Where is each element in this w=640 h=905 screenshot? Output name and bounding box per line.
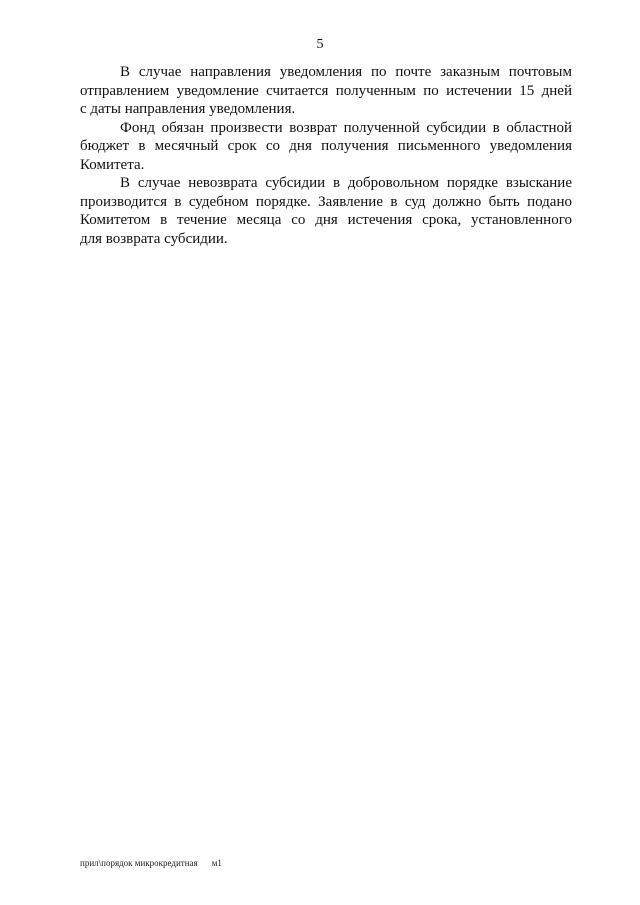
page-number: 5 bbox=[316, 37, 324, 52]
text-line: Фонд обязан произвести возврат полученной субсидии в областной bbox=[120, 119, 572, 136]
footer-path: прил\порядок микрокредитная bbox=[80, 858, 198, 868]
text-line: бюджет в месячный срок со дня получения письменного уведомления bbox=[80, 138, 572, 154]
text-line: В случае направления уведомления по почте заказным почтовым bbox=[120, 64, 572, 80]
footer-code: м1 bbox=[211, 858, 222, 868]
document-body bbox=[80, 63, 572, 248]
paragraph-postal-notice bbox=[80, 63, 572, 119]
text-line: В случае невозврата субсидии в добровольном порядке взыскание bbox=[120, 175, 572, 191]
text-line: с даты направления уведомления. bbox=[80, 101, 296, 117]
text-line: Комитета. bbox=[80, 156, 145, 173]
text-line: Комитетом в течение месяца со дня истечения срока, установленного bbox=[80, 212, 572, 228]
paragraph-refund-obligation bbox=[80, 119, 572, 175]
text-line: отправлением уведомление считается полученным по истечении 15 дней bbox=[80, 82, 572, 99]
text-line: для возврата субсидии. bbox=[80, 230, 228, 247]
footer-file-reference bbox=[80, 857, 222, 869]
paragraph-court-recovery bbox=[80, 174, 572, 248]
text-line: производится в судебном порядке. Заявление в суд должно быть подано bbox=[80, 193, 572, 210]
